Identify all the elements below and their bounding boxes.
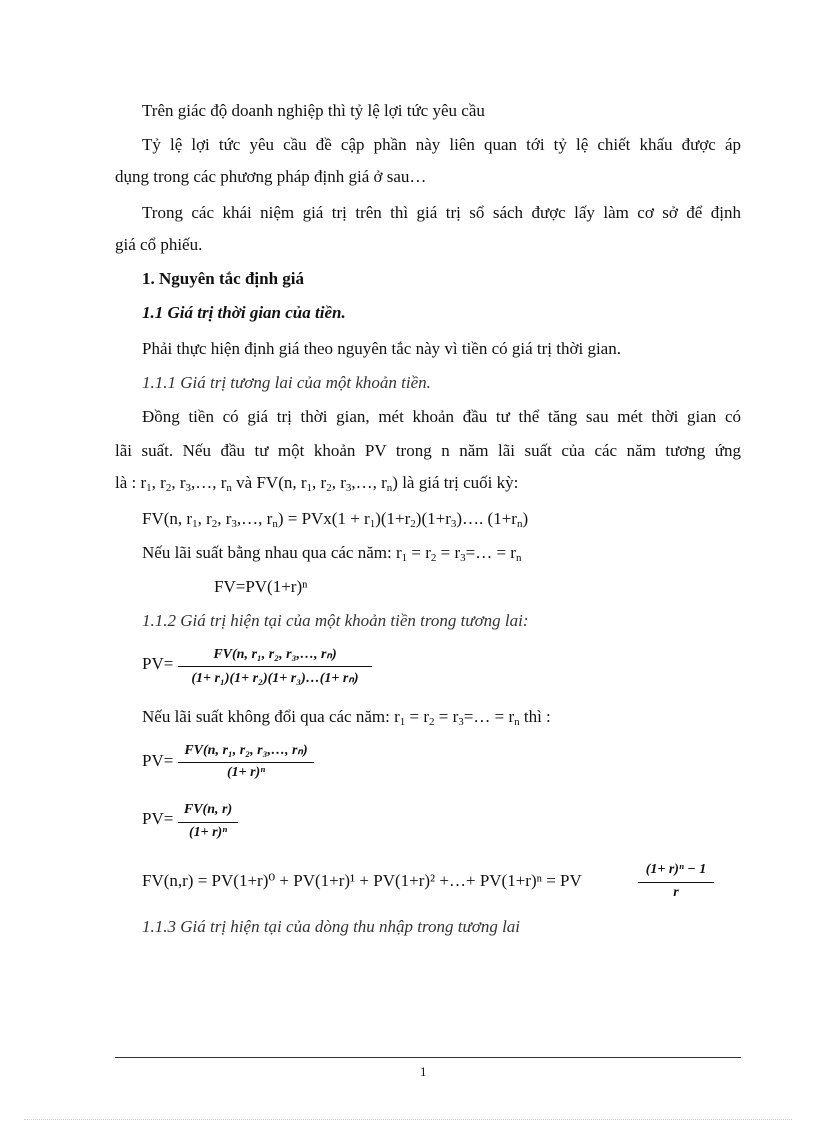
paragraph: lãi suất. Nếu đầu tư một khoản PV trong n năm lãi suất của các năm tương ứng (115, 441, 741, 460)
paragraph-equal-rates: Nếu lãi suất bằng nhau qua các năm: $r_1 = r_2$ = $r_3=\dots = r_n$ (142, 543, 522, 564)
formula-fv-simple: FV=PV(1+r)ⁿ (214, 577, 308, 596)
paragraph-constant-rate: Nếu lãi suất không đổi qua các năm: $r_1 = r_2$ = $r_3=\dots = r_n$ thì : (142, 707, 551, 728)
subsubsection-heading: 1.1.1 Giá trị tương lai của một khoản tiền. (142, 373, 431, 392)
formula-pv-label: PV= (142, 809, 174, 828)
denominator: (1+ r)ⁿ (226, 765, 266, 780)
formula-fv-sum: FV(n,r) = PV(1+r)⁰ + PV(1+r)¹ + PV(1+r)² +…+ PV(1+r)ⁿ = PV (142, 871, 582, 890)
formula-fv-general: FV(n, $r_1$, $r_2$, $r_3,\dots$, $r_n) = PVx(1$ + $r_1)(1+r_2)(1+r_3)\dots$. $(1+r_n)$ (142, 509, 529, 530)
fraction-bar (638, 882, 714, 883)
subsection-heading: 1.1 Giá trị thời gian của tiền. (142, 303, 346, 322)
denominator: r (673, 885, 679, 900)
paragraph: Phải thực hiện định giá theo nguyên tắc này vì tiền có giá trị thời gian. (142, 339, 621, 358)
formula-pv-label: PV= (142, 654, 174, 673)
denominator: (1+ r)ⁿ (188, 825, 228, 840)
footer-rule (115, 1057, 741, 1058)
numerator: (1+ r)ⁿ − 1 (645, 862, 707, 877)
numerator: FV(n, r₁, r₂, r₃,…, rₙ) (184, 743, 308, 758)
formula-fv-sum-fraction (638, 860, 714, 904)
formula-pv-fraction-2 (178, 740, 314, 784)
paragraph: Tỷ lệ lợi tức yêu cầu đề cập phần này liên quan tới tỷ lệ chiết khấu được áp (142, 135, 741, 154)
numerator: FV(n, r₁, r₂, r₃,…, rₙ) (213, 647, 337, 662)
denominator: (1+ r₁)(1+ r₂)(1+ r₃)…(1+ rₙ) (191, 671, 359, 686)
formula-pv-fraction-3 (178, 800, 238, 844)
subsubsection-heading: 1.1.2 Giá trị hiện tại của một khoản tiền trong tương lai: (142, 611, 529, 630)
paragraph: giá cổ phiếu. (115, 235, 203, 254)
formula-pv-label: PV= (142, 751, 174, 770)
fraction-bar (178, 762, 314, 763)
fraction-bar (178, 822, 238, 823)
section-heading: 1. Nguyên tắc định giá (142, 269, 304, 288)
paragraph: Đồng tiền có giá trị thời gian, mét khoản đầu tư thể tăng sau mét thời gian có (142, 407, 741, 426)
paragraph: dụng trong các phương pháp định giá ở sau… (115, 167, 427, 186)
page-number: 1 (420, 1064, 427, 1079)
fraction-bar (178, 666, 372, 667)
subsubsection-heading: 1.1.3 Giá trị hiện tại của dòng thu nhập trong tương lai (142, 917, 521, 936)
formula-pv-fraction-1 (178, 644, 372, 690)
numerator: FV(n, r) (183, 802, 233, 817)
paragraph: Trên giác độ doanh nghiệp thì tỷ lệ lợi tức yêu cầu (142, 101, 485, 120)
paragraph: Trong các khái niệm giá trị trên thì giá trị sổ sách được lấy làm cơ sở để định (142, 203, 741, 222)
paragraph-rates: là : $r_1$, $r_2$, $r_3,\dots$, $r_n$ và FV(n, $r_1$, $r_2$, $r_3,\dots$, $r_n$) là giá trị cuối kỳ: (115, 473, 519, 494)
page-bottom-edge (24, 1119, 792, 1120)
